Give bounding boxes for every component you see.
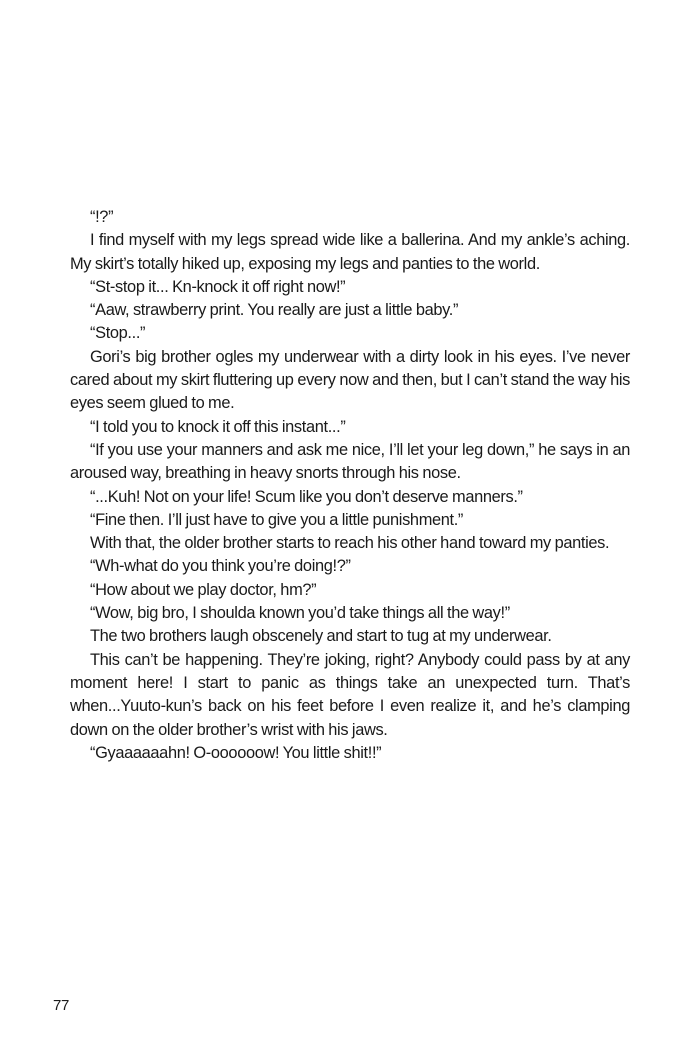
paragraph: I find myself with my legs spread wide like a ballerina. And my ankle’s aching. My skirt’s totally hiked up, exposing my legs and panties to the world.: [70, 231, 630, 273]
paragraph: “Stop...”: [90, 324, 146, 343]
text-body: [70, 206, 630, 765]
paragraph: “Gyaaaaaahn! O-oooooow! You little shit!!”: [90, 743, 382, 762]
paragraph: “!?”: [90, 208, 114, 226]
paragraph: This can’t be happening. They’re joking, right? Anybody could pass by at any moment here! I start to panic as things take an unexpected turn. That’s when...Yuuto-kun’s back on his feet before I even realize it, and he’s clamping down on the older brother’s wrist with his jaws.: [70, 650, 630, 739]
paragraph: “Wow, big bro, I shoulda known you’d take things all the way!”: [90, 604, 510, 623]
paragraph: “I told you to knock it off this instant...”: [90, 417, 346, 436]
paragraph: Gori’s big brother ogles my underwear with a dirty look in his eyes. I’ve never cared about my skirt fluttering up every now and then, but I can’t stand the way his eyes seem glued to me.: [70, 347, 630, 413]
paragraph: “If you use your manners and ask me nice, I’ll let your leg down,” he says in an aroused way, breathing in heavy snorts through his nose.: [70, 440, 630, 483]
paragraph: “Aaw, strawberry print. You really are just a little baby.”: [90, 301, 459, 320]
paragraph: “How about we play doctor, hm?”: [90, 580, 317, 599]
paragraph: “St-stop it... Kn-knock it off right now!”: [90, 277, 346, 296]
paragraph: The two brothers laugh obscenely and start to tug at my underwear.: [90, 627, 552, 646]
page-number: 77: [53, 997, 70, 1014]
paragraph: “...Kuh! Not on your life! Scum like you don’t deserve manners.”: [90, 487, 523, 506]
paragraph: “Fine then. I’ll just have to give you a little punishment.”: [90, 510, 464, 529]
paragraph: With that, the older brother starts to reach his other hand toward my panties.: [90, 534, 610, 553]
paragraph: “Wh-what do you think you’re doing!?”: [90, 557, 351, 576]
